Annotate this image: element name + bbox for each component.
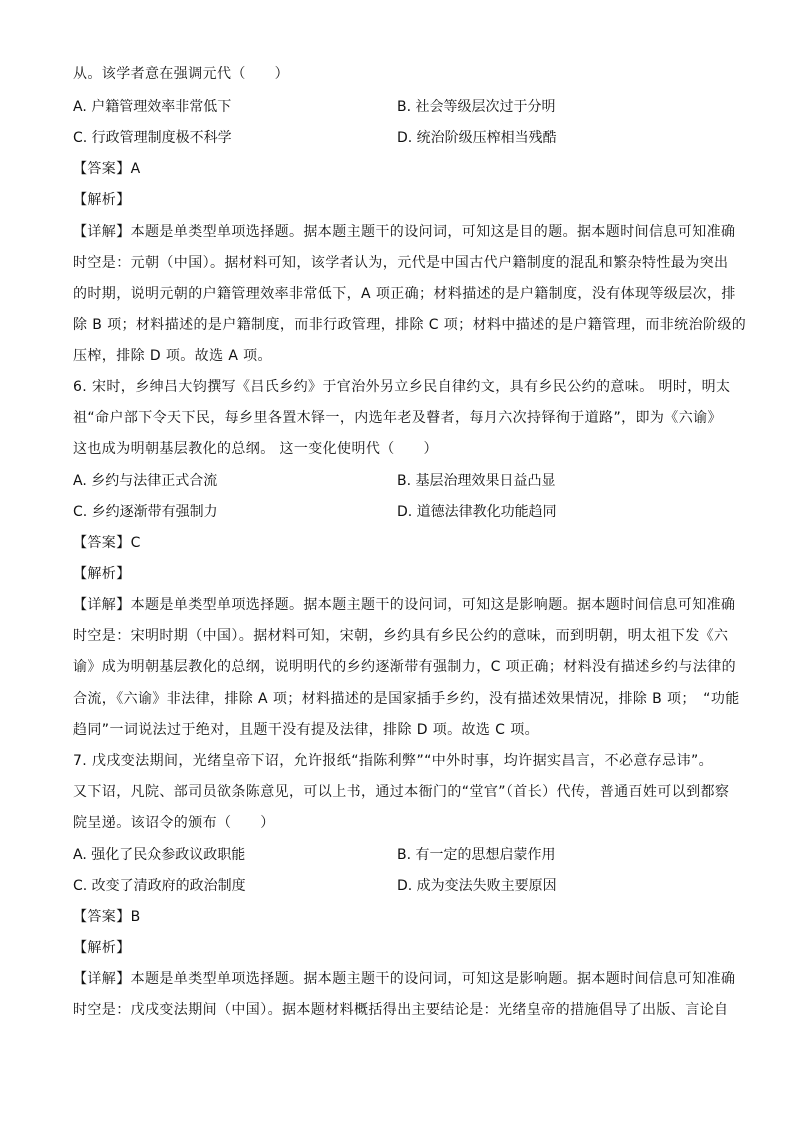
q7-detail-line: 【详解】本题是单类型单项选择题。据本题主题干的设问词，可知这是影响题。据本题时间信息可知准确 xyxy=(73,971,736,987)
q6-option-c: C. 乡约逐渐带有强制力 xyxy=(73,504,218,520)
q6-detail-line: 趋同”一词说法过于绝对，且题干没有提及法律，排除 D 项。故选 C 项。 xyxy=(73,722,540,738)
q6-answer: 【答案】C xyxy=(73,535,141,551)
q7-stem-line: 7. 戊戌变法期间，光绪皇帝下诏，允许报纸“指陈利弊”“中外时事，均许据实昌言，不必意存忌讳”。 xyxy=(73,753,714,769)
q5-answer: 【答案】A xyxy=(73,161,141,177)
q6-detail-line: 谕》成为明朝基层教化的总纲，说明明代的乡约逐渐带有强制力，C 项正确；材料没有描述乡约与法律的 xyxy=(73,659,737,675)
q6-stem-line: 6. 宋时，乡绅吕大钧撰写《吕氏乡约》于官治外另立乡民自律约文，具有乡民公约的意味。 明时，明太 xyxy=(73,379,731,395)
q5-analysis-label: 【解析】 xyxy=(73,192,131,208)
q7-option-d: D. 成为变法失败主要原因 xyxy=(397,878,557,894)
q5-option-b: B. 社会等级层次过于分明 xyxy=(397,99,556,115)
q5-option-a: A. 户籍管理效率非常低下 xyxy=(73,99,232,115)
q6-detail-line: 【详解】本题是单类型单项选择题。据本题主题干的设问词，可知这是影响题。据本题时间信息可知准确 xyxy=(73,597,736,613)
q6-option-d: D. 道德法律教化功能趋同 xyxy=(397,504,557,520)
q6-stem-line: 祖“命户部下令天下民，每乡里各置木铎一，内选年老及瞽者，每月六次持铎徇于道路”，即为《六谕》 xyxy=(73,410,722,426)
q7-analysis-label: 【解析】 xyxy=(73,940,131,956)
q5-detail-line: 的时期，说明元朝的户籍管理效率非常低下，A 项正确；材料描述的是户籍制度，没有体现等级层次，排 xyxy=(73,286,736,302)
q7-option-b: B. 有一定的思想启蒙作用 xyxy=(397,847,556,863)
q5-option-c: C. 行政管理制度极不科学 xyxy=(73,130,232,146)
q6-detail-line: 合流，《六谕》非法律，排除 A 项；材料描述的是国家插手乡约，没有描述效果情况，排除 B 项； “功能 xyxy=(73,691,740,707)
q5-detail-line: 时空是：元朝（中国）。据材料可知，该学者认为，元代是中国古代户籍制度的混乱和繁杂特性最为突出 xyxy=(73,255,729,271)
q6-detail-line: 时空是：宋明时期（中国）。据材料可知，宋朝，乡约具有乡民公约的意味，而到明朝，明太祖下发《六 xyxy=(73,628,729,644)
q7-stem-line: 又下诏，凡院、部司员欲条陈意见，可以上书，通过本衙门的“堂官”（首长）代传，普通百姓可以到都察 xyxy=(73,784,730,800)
q5-detail-line: 压榨，排除 D 项。故选 A 项。 xyxy=(73,348,272,364)
q7-option-a: A. 强化了民众参政议政职能 xyxy=(73,847,246,863)
q5-detail-line: 【详解】本题是单类型单项选择题。据本题主题干的设问词，可知这是目的题。据本题时间信息可知准确 xyxy=(73,224,736,240)
q5-detail-line: 除 B 项；材料描述的是户籍制度，而非行政管理，排除 C 项；材料中描述的是户籍管理，而非统治阶级的 xyxy=(73,317,747,333)
q5-stem-end: 从。该学者意在强调元代（ ） xyxy=(73,66,289,82)
q6-option-a: A. 乡约与法律正式合流 xyxy=(73,473,218,489)
q7-option-c: C. 改变了清政府的政治制度 xyxy=(73,878,246,894)
q5-option-d: D. 统治阶级压榨相当残酷 xyxy=(397,130,557,146)
q6-option-b: B. 基层治理效果日益凸显 xyxy=(397,473,556,489)
q7-stem-line: 院呈递。该诏令的颁布（ ） xyxy=(73,815,275,831)
q6-stem-line: 这也成为明朝基层教化的总纲。 这一变化使明代（ ） xyxy=(73,441,438,457)
q7-detail-line: 时空是：戊戌变法期间（中国）。据本题材料概括得出主要结论是：光绪皇帝的措施倡导了出版、言论自 xyxy=(73,1002,729,1018)
q6-analysis-label: 【解析】 xyxy=(73,566,131,582)
q7-answer: 【答案】B xyxy=(73,909,141,925)
